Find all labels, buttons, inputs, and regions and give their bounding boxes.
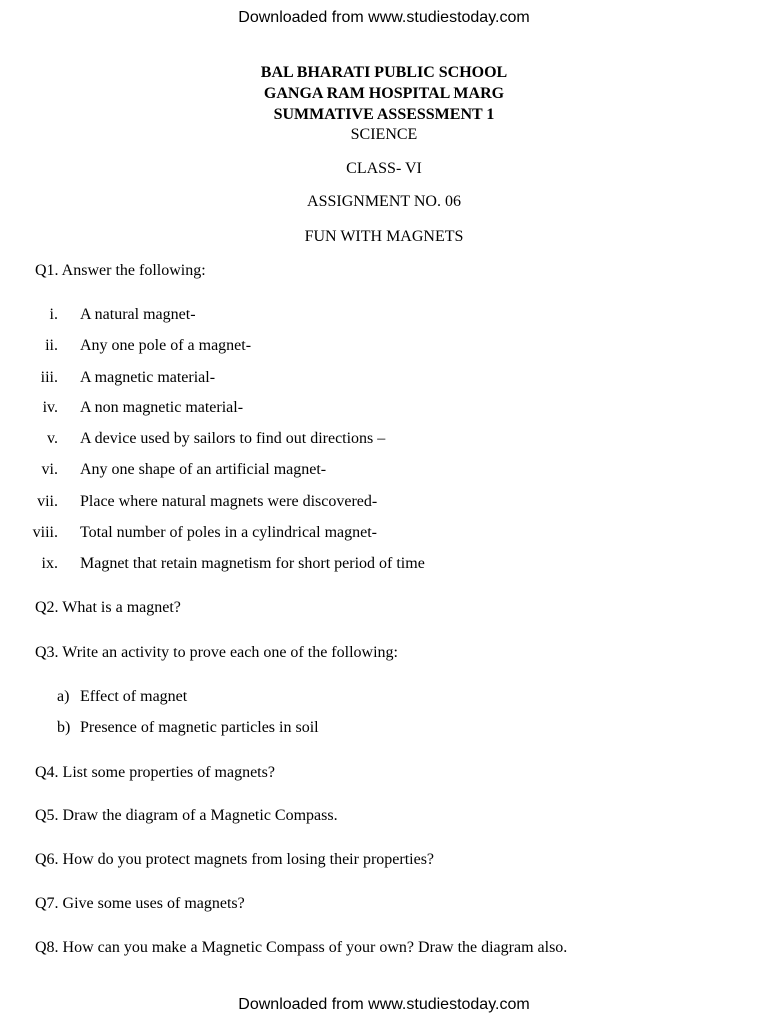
question-6-title: Q6. How do you protect magnets from losing their properties? [35,851,435,868]
question-3-title: Q3. Write an activity to prove each one of the following: [35,644,398,661]
list-item: Any one shape of an artificial magnet- [80,461,327,478]
list-item: Effect of magnet [80,688,188,705]
list-item: A natural magnet- [80,306,196,323]
list-item-number: iv. [42,399,58,416]
list-item-number: ii. [45,337,58,354]
list-item: Place where natural magnets were discovered- [80,493,378,510]
list-item: A non magnetic material- [80,399,244,416]
question-1-title: Q1. Answer the following: [35,262,206,279]
question-8-title: Q8. How can you make a Magnetic Compass of your own? Draw the diagram also. [35,939,568,956]
list-item-number: vi. [41,461,58,478]
school-name: BAL BHARATI PUBLIC SCHOOL [260,64,508,81]
list-item-number: i. [49,306,58,323]
question-7-title: Q7. Give some uses of magnets? [35,895,245,912]
subject-title: SCIENCE [350,126,418,143]
list-item: A device used by sailors to find out directions – [80,430,386,447]
list-item-number: v. [47,430,58,447]
watermark-top: Downloaded from www.studiestoday.com [238,9,530,26]
list-item: A magnetic material- [80,369,216,386]
watermark-bottom: Downloaded from www.studiestoday.com [238,996,530,1013]
list-item-number: viii. [32,524,58,541]
list-item: Total number of poles in a cylindrical magnet- [80,524,378,541]
question-2-title: Q2. What is a magnet? [35,599,181,616]
list-item-label: b) [57,719,71,736]
assignment-number: ASSIGNMENT NO. 06 [307,193,461,210]
question-4-title: Q4. List some properties of magnets? [35,764,275,781]
list-item-label: a) [57,688,70,705]
topic-title: FUN WITH MAGNETS [304,228,464,245]
question-5-title: Q5. Draw the diagram of a Magnetic Compass. [35,807,338,824]
list-item-number: iii. [40,369,58,386]
list-item: Any one pole of a magnet- [80,337,252,354]
list-item-number: vii. [37,493,58,510]
list-item: Presence of magnetic particles in soil [80,719,319,736]
assessment-title: SUMMATIVE ASSESSMENT 1 [273,106,495,123]
list-item: Magnet that retain magnetism for short period of time [80,555,425,572]
class-title: CLASS- VI [346,160,422,177]
school-address: GANGA RAM HOSPITAL MARG [263,85,505,102]
list-item-number: ix. [41,555,58,572]
